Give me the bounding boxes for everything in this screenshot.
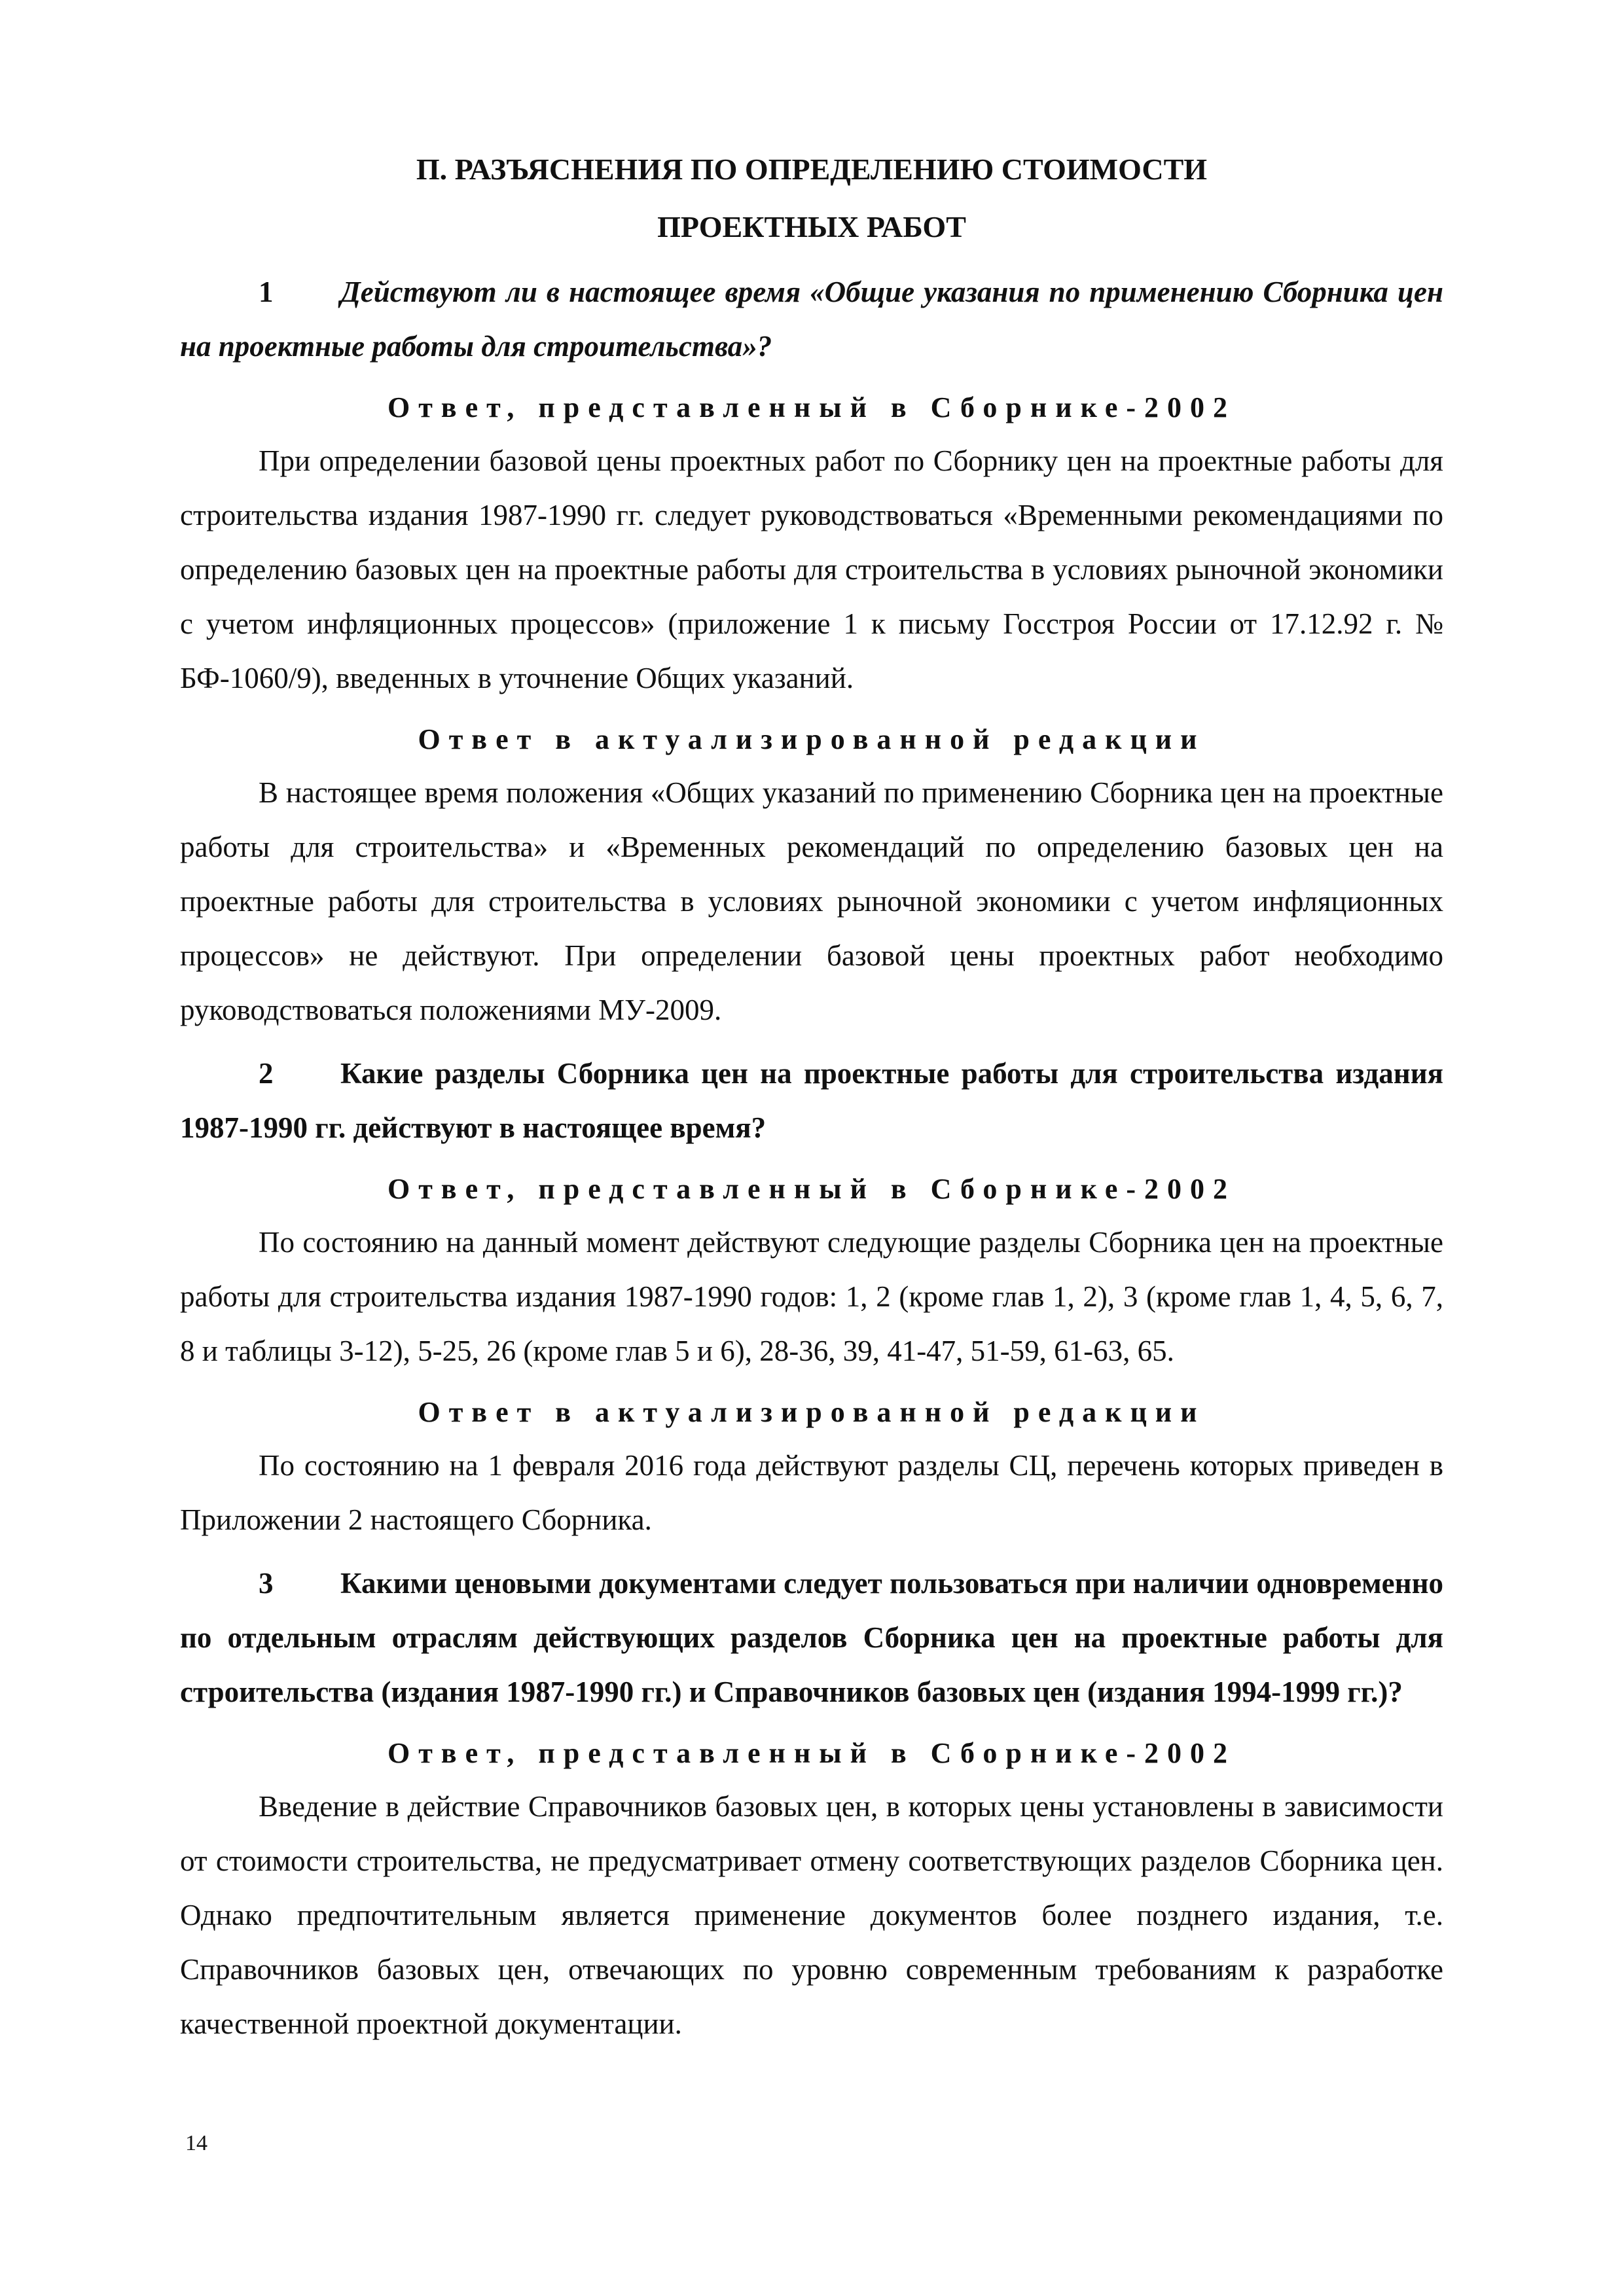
answer-paragraph: В настоящее время положения «Общих указаний по применению Сборника цен на проектные работы для строительства» и «Временных рекомендаций по определению базовых цен на проектные работы для строительства в условиях рыночной экономики с учетом инфляционных процессов» не действуют. При определении базовой цены проектных работ необходимо руководствоваться положениями МУ-2009. [180,776,1443,1026]
question-text: Какими ценовыми документами следует пользоваться при наличии одновременно по отдельным отраслям действующих разделов Сборника цен на проектные работы для строительства (издания 1987-1990 гг.) и Справочников базовых цен (издания 1994-1999 гг.)? [180,1567,1443,1708]
title-line-1: П. РАЗЪЯСНЕНИЯ ПО ОПРЕДЕЛЕНИЮ СТОИМОСТИ [416,152,1208,186]
answer-heading: Ответ в актуализированной редакции [418,723,1206,755]
answer-heading: Ответ, представленный в Сборнике-2002 [387,1173,1236,1205]
question-3 [180,1556,1443,1719]
question-text: Какие разделы Сборника цен на проектные работы для строительства издания 1987-1990 гг. действуют в настоящее время? [180,1057,1443,1144]
question-2 [180,1047,1443,1155]
title-line-2: ПРОЕКТНЫХ РАБОТ [657,210,966,243]
section-title [180,141,1443,256]
question-number: 2 [259,1057,274,1090]
question-text: Действуют ли в настоящее время «Общие указания по применению Сборника цен на проектные работы для строительства»? [180,276,1443,363]
page-content [180,141,1443,2051]
answer-paragraph: Введение в действие Справочников базовых цен, в которых цены установлены в зависимости от стоимости строительства, не предусматривает отмену соответствующих разделов Сборника цен. Однако предпочтительным является применение документов более позднего издания, т.е. Справочников базовых цен, отвечающих по уровню современным требованиям к разработке качественной проектной документации. [180,1790,1443,2040]
answer-heading: Ответ в актуализированной редакции [418,1396,1206,1428]
answer-paragraph: При определении базовой цены проектных работ по Сборнику цен на проектные работы для строительства издания 1987-1990 гг. следует руководствоваться «Временными рекомендациями по определению базовых цен на проектные работы для строительства в условиях рыночной экономики с учетом инфляционных процессов» (приложение 1 к письму Госстроя России от 17.12.92 г. № БФ-1060/9), введенных в уточнение Общих указаний. [180,444,1443,694]
page-number: 14 [185,2131,208,2155]
question-1 [180,265,1443,374]
answer-paragraph: По состоянию на данный момент действуют следующие разделы Сборника цен на проектные работы для строительства издания 1987-1990 годов: 1, 2 (кроме глав 1, 2), 3 (кроме глав 1, 4, 5, 6, 7, 8 и таблицы 3-12), 5-25, 26 (кроме глав 5 и 6), 28-36, 39, 41-47, 51-59, 61-63, 65. [180,1226,1443,1367]
answer-heading: Ответ, представленный в Сборнике-2002 [387,391,1236,423]
question-number: 3 [259,1567,274,1600]
answer-heading: Ответ, представленный в Сборнике-2002 [387,1737,1236,1769]
question-number: 1 [259,276,274,308]
answer-paragraph: По состоянию на 1 февраля 2016 года действуют разделы СЦ, перечень которых приведен в Приложении 2 настоящего Сборника. [180,1449,1443,1536]
